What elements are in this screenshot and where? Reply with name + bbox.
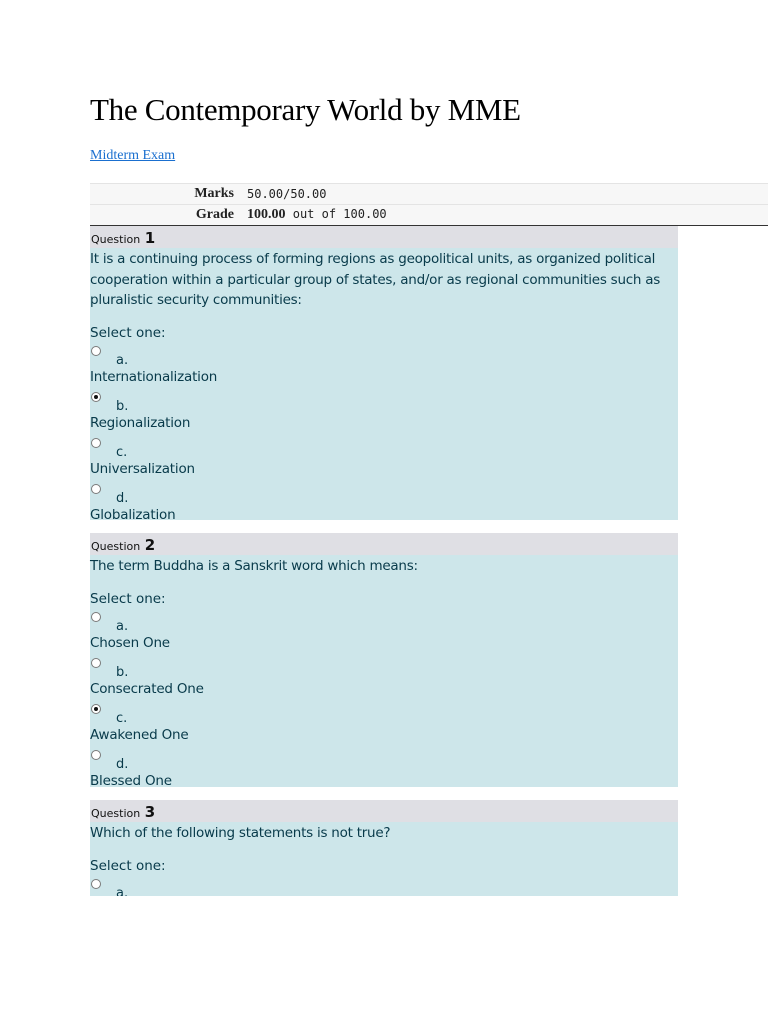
radio-button-selected[interactable]	[91, 392, 101, 402]
grade-value	[244, 205, 768, 226]
radio-button[interactable]	[91, 750, 101, 760]
option-d[interactable]	[90, 747, 678, 793]
attempt-summary-table	[90, 183, 768, 226]
marks-label: Marks	[90, 184, 244, 205]
option-a[interactable]	[90, 876, 678, 897]
radio-button[interactable]	[91, 879, 101, 889]
option-b[interactable]	[90, 389, 678, 435]
option-c[interactable]	[90, 435, 678, 481]
option-a[interactable]	[90, 609, 678, 655]
marks-row	[90, 184, 768, 205]
question-number: 3	[144, 803, 156, 821]
option-letter: a.	[116, 352, 129, 368]
question-header	[90, 800, 678, 822]
option-text: Universalization	[90, 460, 195, 477]
select-one-label: Select one:	[90, 324, 166, 341]
question-prefix: Question	[91, 540, 141, 553]
option-b[interactable]	[90, 655, 678, 701]
question-header	[90, 226, 678, 248]
option-text: Awakened One	[90, 726, 189, 743]
option-letter: d.	[116, 490, 129, 506]
option-text: Regionalization	[90, 414, 191, 431]
radio-button[interactable]	[91, 612, 101, 622]
question-2	[90, 533, 678, 787]
option-d[interactable]	[90, 481, 678, 527]
option-letter: c.	[116, 444, 128, 460]
option-letter: b.	[116, 664, 129, 680]
page-title: The Contemporary World by MME	[90, 92, 521, 127]
option-c[interactable]	[90, 701, 678, 747]
option-letter: a.	[116, 618, 129, 634]
select-one-label: Select one:	[90, 857, 166, 874]
question-number: 1	[144, 229, 156, 247]
radio-button[interactable]	[91, 346, 101, 356]
question-text: It is a continuing process of forming regions as geopolitical units, as organized political cooperation within a particular group of states, and/or as regional communities such as pluralistic security communities:	[90, 251, 661, 308]
radio-button[interactable]	[91, 484, 101, 494]
question-3	[90, 800, 678, 896]
option-text: Globalization	[90, 506, 176, 523]
question-1	[90, 226, 678, 523]
option-letter: d.	[116, 756, 129, 772]
question-text: The term Buddha is a Sanskrit word which means:	[90, 558, 418, 574]
option-a[interactable]	[90, 343, 678, 389]
option-letter: c.	[116, 710, 128, 726]
question-number: 2	[144, 536, 156, 554]
option-letter: a.	[116, 885, 129, 896]
grade-score: 100.00	[247, 207, 286, 222]
question-prefix: Question	[91, 807, 141, 820]
radio-button[interactable]	[91, 438, 101, 448]
radio-button[interactable]	[91, 658, 101, 668]
question-text: Which of the following statements is not true?	[90, 825, 391, 841]
grade-row	[90, 205, 768, 226]
option-text: Chosen One	[90, 634, 170, 651]
grade-out-of: out of 100.00	[285, 207, 387, 221]
select-one-label: Select one:	[90, 590, 166, 607]
breadcrumb-midterm-exam-link[interactable]: Midterm Exam	[90, 148, 176, 163]
option-text: Consecrated One	[90, 680, 204, 697]
option-text: Internationalization	[90, 368, 218, 385]
option-text: Blessed One	[90, 772, 172, 789]
marks-value: 50.00/50.00	[244, 184, 768, 205]
question-header	[90, 533, 678, 555]
question-prefix: Question	[91, 233, 141, 246]
option-letter: b.	[116, 398, 129, 414]
radio-button-selected[interactable]	[91, 704, 101, 714]
grade-label: Grade	[90, 205, 244, 226]
